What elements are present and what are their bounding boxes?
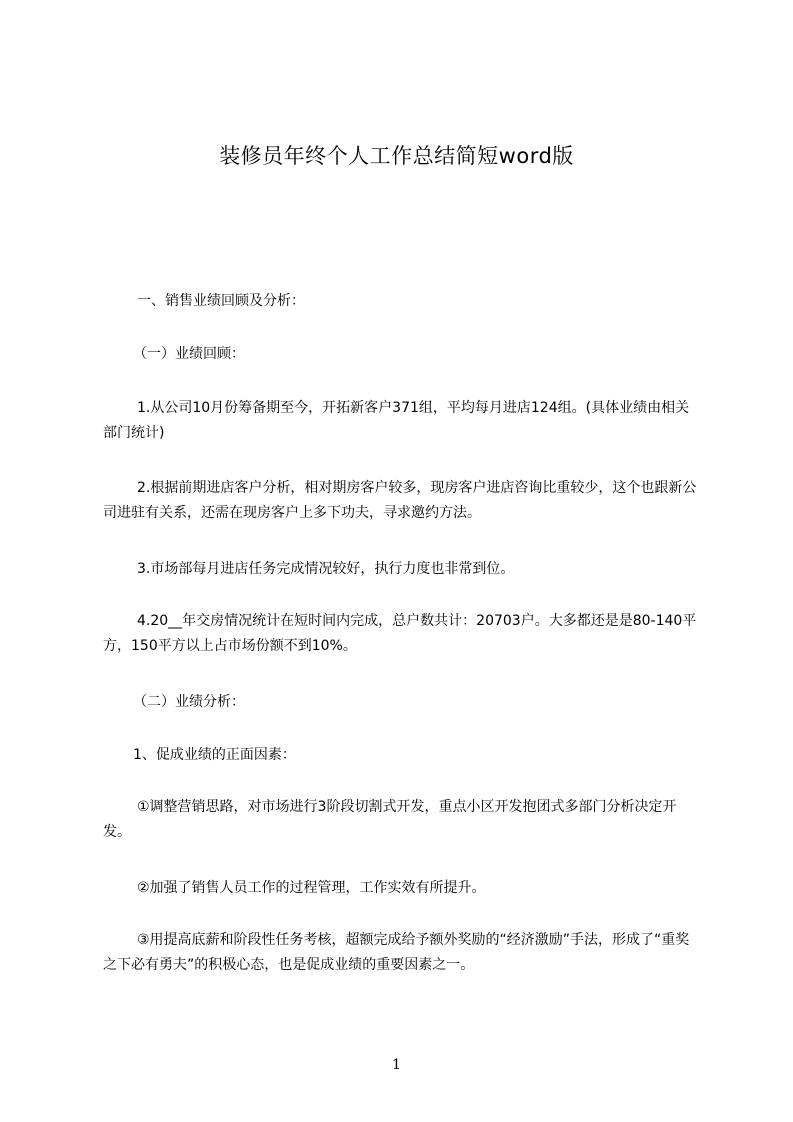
paragraph: 2.根据前期进店客户分析，相对期房客户较多，现房客户进店咨询比重较少，这个也跟新公司进驻有关系，还需在现房客户上多下功夫，寻求邀约方法。 [103,480,697,521]
paragraph: ②加强了销售人员工作的过程管理，工作实效有所提升。 [137,880,486,896]
paragraph: ③用提高底薪和阶段性任务考核，超额完成给予额外奖励的“经济激励”手法，形成了“重奖之下必有勇夫”的积极心态，也是促成业绩的重要因素之一。 [103,932,690,973]
paragraph: 1.从公司10月份筹备期至今，开拓新客户371组，平均每月进店124组。(具体业绩由相关部门统计) [103,400,690,441]
section-heading: 一、销售业绩回顾及分析： [137,293,305,309]
paragraph: 4.20__年交房情况统计在短时间内完成，总户数共计：20703户。大多都还是是80-140平方，150平方以上占市场份额不到10%。 [103,613,697,654]
subsection-heading: （二）业绩分析： [133,694,245,710]
document-title: 装修员年终个人工作总结简短word版 [219,144,574,168]
paragraph: 3.市场部每月进店任务完成情况较好，执行力度也非常到位。 [137,561,515,577]
subsection-heading: （一）业绩回顾： [133,346,245,362]
paragraph: ①调整营销思路，对市场进行3阶段切割式开发，重点小区开发抱团式多部门分析决定开发。 [103,799,677,840]
paragraph: 1、促成业绩的正面因素： [133,747,296,763]
page-number: 1 [392,1057,401,1073]
